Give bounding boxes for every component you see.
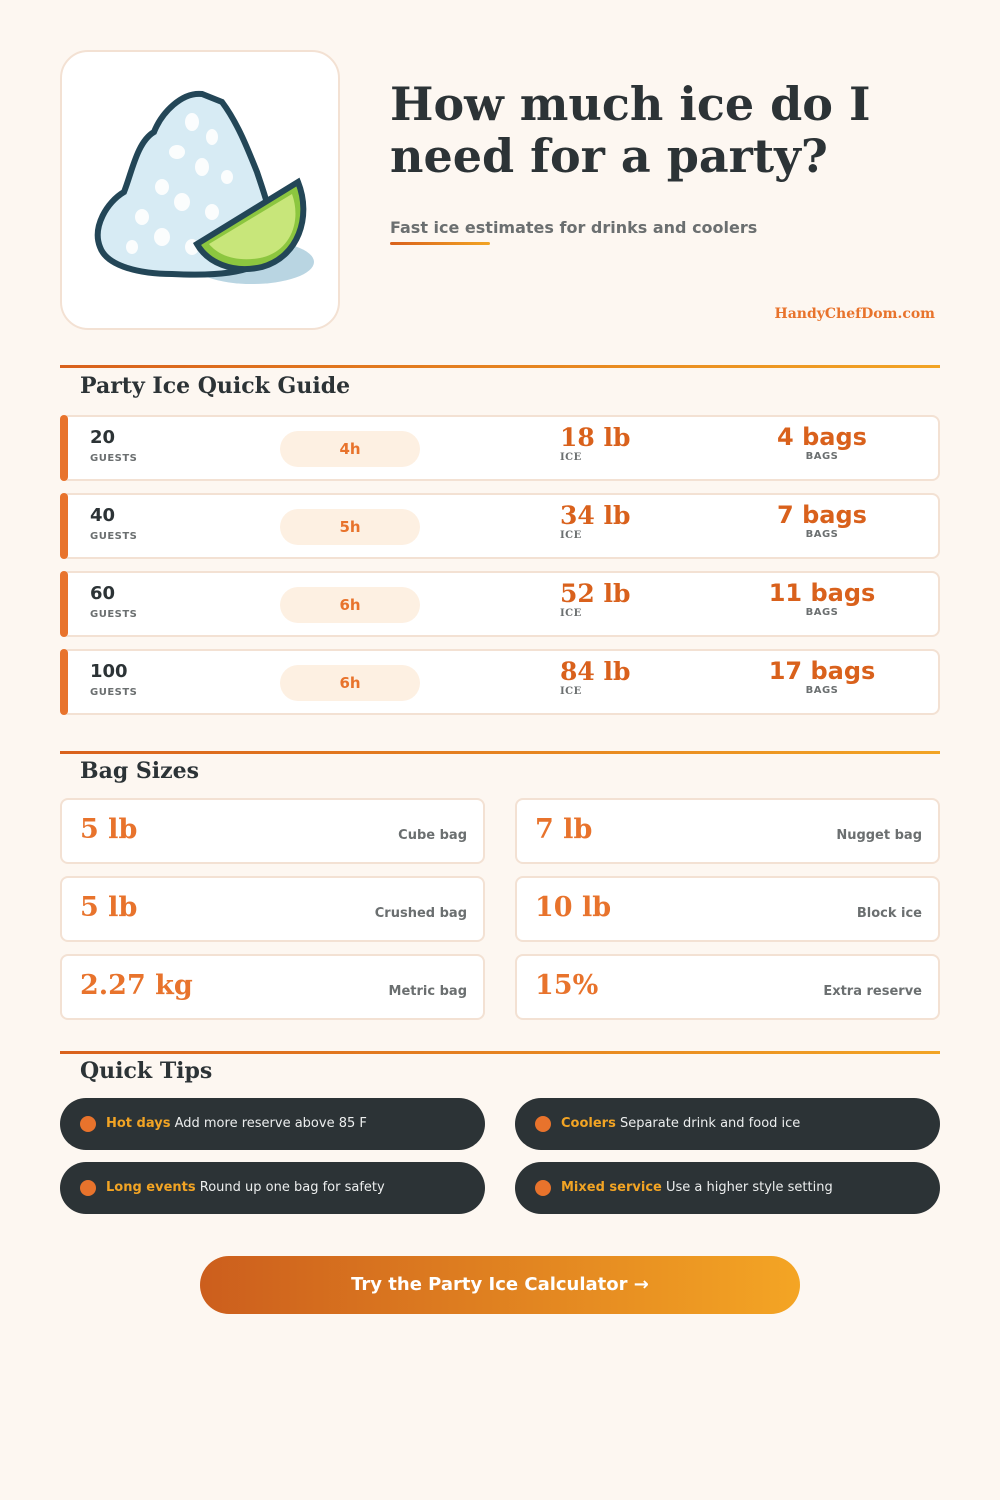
tip-item: [60, 1098, 485, 1150]
bags-label: BAGS: [805, 685, 839, 696]
guide-title: Party Ice Quick Guide: [80, 373, 351, 399]
bag-type: Extra reserve: [823, 984, 922, 999]
bags-value: 7 bags: [777, 501, 867, 529]
bullet-dot-icon: [535, 1116, 551, 1132]
subtitle-underline: [390, 242, 490, 245]
ice-label: ICE: [560, 608, 582, 619]
bags-label: BAGS: [805, 451, 839, 462]
bags-label: BAGS: [805, 529, 839, 540]
bag-card: [515, 954, 940, 1020]
ice-label: ICE: [560, 686, 582, 697]
section-divider: [60, 365, 940, 368]
bullet-dot-icon: [80, 1180, 96, 1196]
tip-text: Separate drink and food ice: [619, 1116, 801, 1131]
brand-link[interactable]: HandyChefDom.com: [774, 306, 935, 322]
bags-value: 4 bags: [777, 423, 867, 451]
tip-key: Coolers: [561, 1116, 616, 1131]
bag-card: [60, 954, 485, 1020]
bullet-dot-icon: [80, 1116, 96, 1132]
bags-value: 17 bags: [768, 657, 876, 685]
bag-size: 5 lb: [80, 814, 138, 845]
tips-title: Quick Tips: [80, 1058, 213, 1084]
bags-value: 11 bags: [768, 579, 876, 607]
bag-type: Nugget bag: [836, 828, 922, 843]
tip-text: Round up one bag for safety: [199, 1180, 385, 1195]
bullet-dot-icon: [535, 1180, 551, 1196]
ice-value: 34 lb: [560, 501, 631, 530]
bag-type: Block ice: [856, 906, 922, 921]
hours-pill: 6h: [280, 665, 420, 701]
ice-value: 52 lb: [560, 579, 631, 608]
bags-label: BAGS: [805, 607, 839, 618]
bags-title: Bag Sizes: [80, 758, 200, 784]
bag-type: Crushed bag: [374, 906, 467, 921]
ice-value: 84 lb: [560, 657, 631, 686]
bag-size: 10 lb: [535, 892, 612, 923]
guide-row: [60, 493, 940, 559]
bag-card: [60, 798, 485, 864]
bag-type: Cube bag: [398, 828, 467, 843]
tip-text: Add more reserve above 85 F: [174, 1116, 367, 1131]
tip-text: Use a higher style setting: [666, 1180, 833, 1195]
section-divider: [60, 751, 940, 754]
guests-label: GUESTS: [90, 531, 138, 542]
guide-row: [60, 649, 940, 715]
tip-item: [515, 1098, 940, 1150]
bag-size: 5 lb: [80, 892, 138, 923]
section-divider: [60, 1051, 940, 1054]
ice-and-lime-illustration: [62, 52, 342, 332]
tip-key: Mixed service: [561, 1180, 662, 1195]
guests-value: 40: [90, 505, 116, 526]
guests-value: 100: [90, 661, 128, 682]
hours-pill: 5h: [280, 509, 420, 545]
hours-pill: 6h: [280, 587, 420, 623]
ice-label: ICE: [560, 452, 582, 463]
bag-card: [60, 876, 485, 942]
guests-label: GUESTS: [90, 609, 138, 620]
bag-size: 2.27 kg: [80, 970, 193, 1001]
tip-key: Long events: [106, 1180, 196, 1195]
page-title: How much ice do I need for a party?: [390, 77, 871, 183]
guests-label: GUESTS: [90, 687, 138, 698]
tip-item: [60, 1162, 485, 1214]
guests-value: 20: [90, 427, 116, 448]
bag-size: 15%: [535, 970, 599, 1001]
guests-value: 60: [90, 583, 116, 604]
hero-image-card: [60, 50, 340, 330]
subtitle: Fast ice estimates for drinks and coolers: [390, 218, 758, 237]
guide-row: [60, 415, 940, 481]
calculator-cta-button[interactable]: Try the Party Ice Calculator →: [200, 1256, 800, 1314]
bag-card: [515, 798, 940, 864]
hours-pill: 4h: [280, 431, 420, 467]
bag-size: 7 lb: [535, 814, 593, 845]
bag-type: Metric bag: [388, 984, 467, 999]
guests-label: GUESTS: [90, 453, 138, 464]
guide-row: [60, 571, 940, 637]
tip-key: Hot days: [106, 1116, 171, 1131]
ice-label: ICE: [560, 530, 582, 541]
ice-value: 18 lb: [560, 423, 631, 452]
bag-card: [515, 876, 940, 942]
tip-item: [515, 1162, 940, 1214]
